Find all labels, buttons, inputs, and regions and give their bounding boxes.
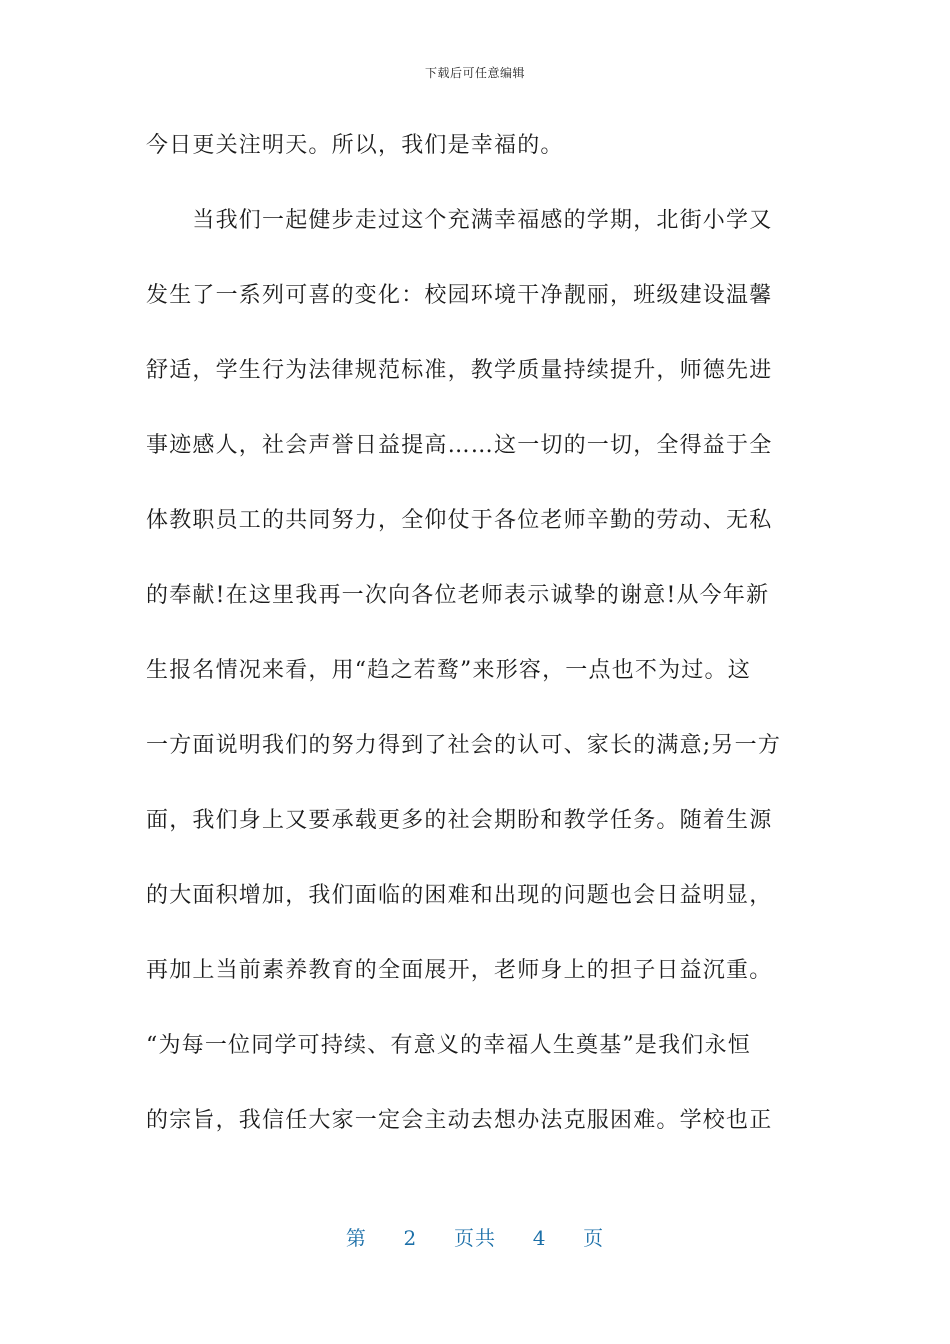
text-line-5: 事迹感人，社会声誉日益提高……这一切的一切，全得益于全 <box>146 433 773 458</box>
text-line-2: 当我们一起健步走过这个充满幸福感的学期，北街小学又 <box>146 208 773 233</box>
header-note: 下载后可任意编辑 <box>424 66 525 80</box>
total-pages-number: 4 <box>532 1226 547 1250</box>
text-line-12: 再加上当前素养教育的全面展开，老师身上的担子日益沉重。 <box>146 958 773 983</box>
text-line-3: 发生了一系列可喜的变化：校园环境干净靓丽，班级建设温馨 <box>146 283 773 308</box>
footer-prefix: 第 <box>345 1226 367 1250</box>
document-body <box>146 120 806 1170</box>
text-line-6: 体教职员工的共同努力，全仰仗于各位老师辛勤的劳动、无私 <box>146 508 773 533</box>
text-line-9: 一方面说明我们的努力得到了社会的认可、家长的满意;另一方 <box>146 733 782 758</box>
text-line-14: 的宗旨，我信任大家一定会主动去想办法克服困难。学校也正 <box>146 1108 773 1133</box>
page-footer <box>0 1222 950 1251</box>
text-line-1: 今日更关注明天。所以，我们是幸福的。 <box>146 133 564 158</box>
text-line-13: “为每一位同学可持续、有意义的幸福人生奠基”是我们永恒 <box>146 1033 751 1058</box>
text-line-4: 舒适，学生行为法律规范标准，教学质量持续提升，师德先进 <box>146 358 773 383</box>
text-line-10: 面，我们身上又要承载更多的社会期盼和教学任务。随着生源 <box>146 808 773 833</box>
text-line-8: 生报名情况来看，用“趋之若鹜”来形容，一点也不为过。这 <box>146 658 751 683</box>
footer-middle: 页共 <box>454 1226 496 1250</box>
footer-suffix: 页 <box>583 1226 605 1250</box>
text-line-11: 的大面积增加，我们面临的困难和出现的问题也会日益明显， <box>146 883 773 908</box>
current-page-number: 2 <box>403 1226 418 1250</box>
text-line-7: 的奉献!在这里我再一次向各位老师表示诚挚的谢意!从今年新 <box>146 583 770 608</box>
